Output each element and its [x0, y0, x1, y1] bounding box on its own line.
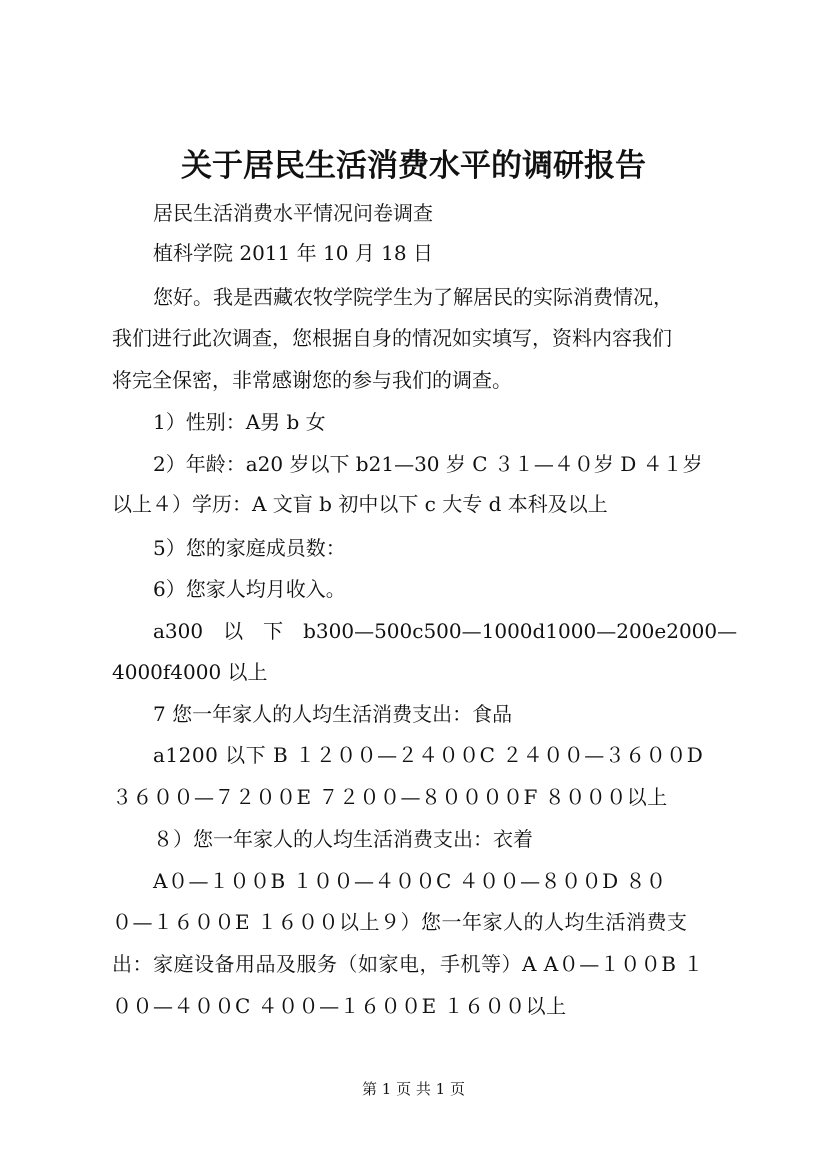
- text-line: 以上４）学历：A 文盲 b 初中以下 c 大专 d 本科及以上: [112, 492, 608, 516]
- text-line: ８）您一年家人的人均生活消费支出：衣着: [153, 827, 533, 851]
- text-line: 5）您的家庭成员数：: [153, 536, 346, 560]
- text-line: 植科学院 2011 年 10 月 18 日: [153, 241, 433, 265]
- text-line: ００—４００C ４００—１６００E １６００以上: [112, 994, 567, 1018]
- document-title: 关于居民生活消费水平的调研报告: [181, 148, 646, 184]
- text-line: 1）性别：A男 b 女: [153, 410, 326, 434]
- text-line: 将完全保密，非常感谢您的参与我们的调查。: [112, 368, 512, 392]
- text-line: a300 以 下 b300—500c500—1000d1000—200e2000—: [153, 619, 738, 643]
- text-line: a1200 以下 B １２００—２４００C ２４００—３６００D: [153, 743, 704, 767]
- text-line: 2）年龄：a20 岁以下 b21—30 岁 C ３１—４０岁 D ４１岁: [153, 452, 703, 476]
- text-line: ３６００—７２００E ７２００—８００００F ８０００以上: [112, 785, 668, 809]
- text-line: 居民生活消费水平情况问卷调查: [153, 201, 433, 225]
- text-line: 出：家庭设备用品及服务（如家电，手机等）A A０—１００B １: [112, 952, 704, 976]
- text-line: 我们进行此次调查，您根据自身的情况如实填写，资料内容我们: [112, 326, 672, 350]
- page-footer: 第 1 页 共 1 页: [362, 1080, 465, 1098]
- text-line: 6）您家人均月收入。: [153, 577, 346, 601]
- text-line: ０—１６００E １６００以上９）您一年家人的人均生活消费支: [112, 910, 688, 934]
- text-line: 4000f4000 以上: [112, 660, 268, 684]
- text-line: 7 您一年家人的人均生活消费支出：食品: [153, 702, 513, 726]
- text-line: 您好。我是西藏农牧学院学生为了解居民的实际消费情况，: [153, 285, 673, 309]
- text-line: A０—１００B １００—４００C ４００—８００D ８０: [153, 869, 667, 893]
